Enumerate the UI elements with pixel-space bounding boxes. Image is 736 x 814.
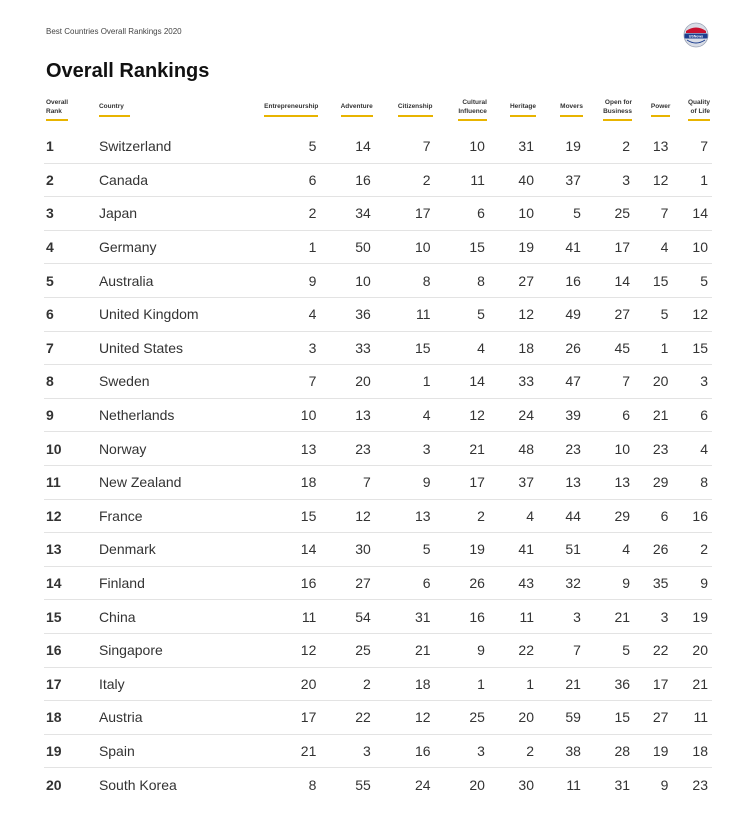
score-cell: 34 bbox=[320, 197, 374, 231]
column-header-label bbox=[99, 103, 130, 116]
score-cell: 14 bbox=[435, 365, 489, 399]
table-row[interactable] bbox=[44, 197, 712, 231]
score-cell: 4 bbox=[240, 297, 320, 331]
country-cell: Sweden bbox=[91, 365, 240, 399]
country-cell: Japan bbox=[91, 197, 240, 231]
score-cell: 16 bbox=[672, 499, 712, 533]
score-cell: 5 bbox=[672, 264, 712, 298]
score-cell: 44 bbox=[538, 499, 585, 533]
score-cell: 13 bbox=[375, 499, 435, 533]
score-cell: 11 bbox=[566, 776, 581, 793]
column-header[interactable] bbox=[585, 96, 634, 130]
country-cell: Austria bbox=[91, 701, 240, 735]
score-cell: 29 bbox=[634, 465, 672, 499]
score-cell: 16 bbox=[240, 566, 320, 600]
score-cell: 39 bbox=[538, 398, 585, 432]
column-header-text: Overall bbox=[46, 99, 69, 107]
table-row[interactable] bbox=[44, 230, 712, 264]
score-cell: 27 bbox=[585, 297, 634, 331]
rank-cell: 2 bbox=[44, 163, 91, 197]
score-cell: 27 bbox=[489, 264, 538, 298]
score-cell: 10 bbox=[489, 197, 538, 231]
score-cell: 18 bbox=[375, 667, 435, 701]
score-cell: 7 bbox=[538, 633, 585, 667]
score-cell: 54 bbox=[320, 600, 374, 634]
score-cell: 22 bbox=[489, 633, 538, 667]
score-cell: 2 bbox=[585, 130, 634, 163]
score-cell: 24 bbox=[414, 776, 431, 793]
column-header[interactable] bbox=[44, 96, 91, 130]
table-row[interactable] bbox=[44, 667, 712, 701]
score-cell: 43 bbox=[489, 566, 538, 600]
score-cell: 2 bbox=[375, 163, 435, 197]
score-cell: 15 bbox=[435, 230, 489, 264]
column-header-text: Business bbox=[603, 107, 633, 115]
score-cell: 33 bbox=[320, 331, 374, 365]
score-cell: 13 bbox=[538, 465, 585, 499]
score-cell: 7 bbox=[672, 130, 712, 163]
score-cell: 21 bbox=[672, 667, 712, 701]
score-cell: 1 bbox=[375, 365, 435, 399]
score-cell: 2 bbox=[672, 533, 712, 567]
page-title: Overall Rankings bbox=[46, 60, 210, 82]
score-cell: 19 bbox=[489, 230, 538, 264]
score-cell: 1 bbox=[634, 331, 672, 365]
score-cell: 11 bbox=[672, 701, 712, 735]
score-cell: 14 bbox=[672, 197, 712, 231]
score-cell: 28 bbox=[585, 734, 634, 768]
column-header[interactable] bbox=[375, 96, 435, 130]
column-header-text: Open for bbox=[604, 99, 633, 107]
score-cell: 3 bbox=[585, 163, 634, 197]
score-cell: 5 bbox=[240, 130, 320, 163]
table-row[interactable] bbox=[44, 331, 712, 365]
score-cell: 6 bbox=[435, 197, 489, 231]
rank-cell: 20 bbox=[46, 776, 62, 793]
score-cell: 2 bbox=[240, 197, 320, 231]
score-cell: 11 bbox=[489, 600, 538, 634]
score-cell: 12 bbox=[489, 297, 538, 331]
score-cell: 15 bbox=[240, 499, 320, 533]
table-row[interactable] bbox=[44, 130, 712, 163]
score-cell: 30 bbox=[518, 776, 534, 793]
score-cell: 11 bbox=[240, 600, 320, 634]
score-cell: 40 bbox=[489, 163, 538, 197]
country-cell: Italy bbox=[91, 667, 240, 701]
score-cell: 19 bbox=[634, 734, 672, 768]
score-cell: 6 bbox=[672, 398, 712, 432]
score-cell: 32 bbox=[538, 566, 585, 600]
score-cell: 15 bbox=[375, 331, 435, 365]
table-row[interactable] bbox=[44, 600, 712, 634]
score-cell: 31 bbox=[614, 776, 631, 793]
score-cell: 25 bbox=[320, 633, 374, 667]
score-cell: 3 bbox=[320, 734, 374, 768]
score-cell: 9 bbox=[375, 465, 435, 499]
score-cell: 48 bbox=[489, 432, 538, 466]
score-cell: 1 bbox=[240, 230, 320, 264]
column-header-text: Entrepreneurship bbox=[264, 103, 319, 111]
column-header-text: Citizenship bbox=[397, 103, 433, 111]
score-cell: 6 bbox=[585, 398, 634, 432]
rank-cell: 13 bbox=[44, 533, 91, 567]
column-header-text: Quality bbox=[687, 99, 710, 107]
score-cell: 6 bbox=[634, 499, 672, 533]
score-cell: 1 bbox=[489, 667, 538, 701]
score-cell: 25 bbox=[585, 197, 634, 231]
score-cell: 24 bbox=[489, 398, 538, 432]
score-cell: 3 bbox=[435, 734, 489, 768]
score-cell: 7 bbox=[585, 365, 634, 399]
score-cell: 20 bbox=[489, 701, 538, 735]
column-header[interactable] bbox=[435, 96, 489, 130]
country-cell: Denmark bbox=[91, 533, 240, 567]
score-cell: 12 bbox=[240, 633, 320, 667]
table-row[interactable] bbox=[44, 533, 712, 567]
score-cell: 16 bbox=[435, 600, 489, 634]
table-row[interactable] bbox=[44, 499, 712, 533]
score-cell: 26 bbox=[634, 533, 672, 567]
score-cell: 2 bbox=[320, 667, 374, 701]
rank-cell: 3 bbox=[44, 197, 91, 231]
score-cell: 8 bbox=[375, 264, 435, 298]
score-cell: 13 bbox=[634, 130, 672, 163]
country-cell: Canada bbox=[91, 163, 240, 197]
score-cell: 2 bbox=[435, 499, 489, 533]
score-cell: 51 bbox=[538, 533, 585, 567]
country-cell: Finland bbox=[91, 566, 240, 600]
rank-cell: 4 bbox=[44, 230, 91, 264]
column-header-label bbox=[651, 103, 671, 116]
score-cell: 8 bbox=[672, 465, 712, 499]
score-cell: 4 bbox=[634, 230, 672, 264]
score-cell: 18 bbox=[672, 734, 712, 768]
score-cell: 19 bbox=[538, 130, 585, 163]
score-cell: 36 bbox=[320, 297, 374, 331]
column-header-text: Cultural bbox=[462, 99, 487, 107]
score-cell: 7 bbox=[375, 130, 435, 163]
column-header-text: Country bbox=[98, 103, 124, 111]
column-header[interactable] bbox=[489, 96, 538, 130]
score-cell: 15 bbox=[672, 331, 712, 365]
score-cell: 27 bbox=[320, 566, 374, 600]
country-cell: Netherlands bbox=[91, 398, 240, 432]
score-cell: 59 bbox=[538, 701, 585, 735]
score-cell: 5 bbox=[375, 533, 435, 567]
score-cell: 31 bbox=[489, 130, 538, 163]
score-cell: 16 bbox=[375, 734, 435, 768]
score-cell: 20 bbox=[320, 365, 374, 399]
score-cell: 4 bbox=[672, 432, 712, 466]
score-cell: 26 bbox=[435, 566, 489, 600]
column-header-label bbox=[398, 103, 433, 116]
score-cell: 33 bbox=[489, 365, 538, 399]
score-cell: 20 bbox=[240, 667, 320, 701]
rank-cell: 14 bbox=[44, 566, 91, 600]
score-cell: 41 bbox=[538, 230, 585, 264]
rank-cell: 18 bbox=[44, 701, 91, 735]
score-cell: 21 bbox=[435, 432, 489, 466]
rankings-table bbox=[44, 96, 712, 801]
score-cell: 26 bbox=[538, 331, 585, 365]
score-cell: 9 bbox=[660, 776, 669, 793]
score-cell: 10 bbox=[375, 230, 435, 264]
column-header-text: Movers bbox=[560, 103, 583, 111]
score-cell: 50 bbox=[320, 230, 374, 264]
page-header: Best Countries Overall Rankings 2020 bbox=[46, 27, 182, 36]
score-cell: 9 bbox=[435, 633, 489, 667]
score-cell: 3 bbox=[538, 600, 585, 634]
score-cell: 13 bbox=[585, 465, 634, 499]
score-cell: 17 bbox=[240, 701, 320, 735]
score-cell: 21 bbox=[634, 398, 672, 432]
country-cell: Norway bbox=[91, 432, 240, 466]
score-cell: 8 bbox=[308, 776, 317, 793]
score-cell: 23 bbox=[692, 776, 708, 793]
score-cell: 17 bbox=[375, 197, 435, 231]
score-cell: 3 bbox=[672, 365, 712, 399]
score-cell: 4 bbox=[489, 499, 538, 533]
column-header-text: Adventure bbox=[340, 103, 373, 111]
score-cell: 31 bbox=[375, 600, 435, 634]
table-row[interactable] bbox=[44, 432, 712, 466]
score-cell: 30 bbox=[320, 533, 374, 567]
column-header-label bbox=[458, 99, 487, 121]
score-cell: 11 bbox=[375, 297, 435, 331]
table-row[interactable] bbox=[44, 163, 712, 197]
rank-cell: 19 bbox=[44, 734, 91, 768]
score-cell: 19 bbox=[435, 533, 489, 567]
rank-cell: 17 bbox=[44, 667, 91, 701]
country-cell: Australia bbox=[91, 264, 240, 298]
score-cell: 12 bbox=[634, 163, 672, 197]
score-cell: 17 bbox=[585, 230, 634, 264]
score-cell: 23 bbox=[634, 432, 672, 466]
score-cell: 21 bbox=[240, 734, 320, 768]
score-cell: 22 bbox=[634, 633, 672, 667]
column-header[interactable] bbox=[634, 96, 672, 130]
country-cell: United States bbox=[91, 331, 240, 365]
table-row[interactable] bbox=[44, 566, 712, 600]
table-row[interactable] bbox=[44, 465, 712, 499]
score-cell: 36 bbox=[585, 667, 634, 701]
rank-cell: 10 bbox=[44, 432, 91, 466]
column-header-label bbox=[264, 103, 318, 116]
column-header-label bbox=[341, 103, 373, 116]
score-cell: 12 bbox=[375, 701, 435, 735]
score-cell: 17 bbox=[435, 465, 489, 499]
column-header[interactable] bbox=[320, 96, 374, 130]
score-cell: 25 bbox=[435, 701, 489, 735]
score-cell: 29 bbox=[585, 499, 634, 533]
score-cell: 23 bbox=[538, 432, 585, 466]
score-cell: 21 bbox=[538, 667, 585, 701]
score-cell: 49 bbox=[538, 297, 585, 331]
score-cell: 6 bbox=[240, 163, 320, 197]
score-cell: 14 bbox=[320, 130, 374, 163]
rank-cell: 7 bbox=[44, 331, 91, 365]
score-cell: 6 bbox=[375, 566, 435, 600]
score-cell: 15 bbox=[634, 264, 672, 298]
score-cell: 4 bbox=[435, 331, 489, 365]
score-cell: 3 bbox=[634, 600, 672, 634]
score-cell: 22 bbox=[320, 701, 374, 735]
score-cell: 20 bbox=[634, 365, 672, 399]
score-cell: 23 bbox=[320, 432, 374, 466]
column-header[interactable] bbox=[538, 96, 585, 130]
rank-cell: 11 bbox=[44, 465, 91, 499]
score-cell: 19 bbox=[672, 600, 712, 634]
score-cell: 5 bbox=[634, 297, 672, 331]
score-cell: 10 bbox=[435, 130, 489, 163]
score-cell: 35 bbox=[634, 566, 672, 600]
score-cell: 4 bbox=[585, 533, 634, 567]
score-cell: 9 bbox=[240, 264, 320, 298]
score-cell: 18 bbox=[489, 331, 538, 365]
score-cell: 5 bbox=[435, 297, 489, 331]
table-row[interactable] bbox=[44, 768, 712, 801]
score-cell: 55 bbox=[355, 776, 371, 793]
column-header-text: Power bbox=[650, 103, 671, 111]
rank-cell: 5 bbox=[44, 264, 91, 298]
score-cell: 1 bbox=[435, 667, 489, 701]
column-header-text: of Life bbox=[690, 107, 710, 115]
score-cell: 4 bbox=[375, 398, 435, 432]
score-cell: 41 bbox=[489, 533, 538, 567]
score-cell: 45 bbox=[585, 331, 634, 365]
country-cell: South Korea bbox=[98, 776, 177, 793]
score-cell: 8 bbox=[435, 264, 489, 298]
score-cell: 13 bbox=[320, 398, 374, 432]
score-cell: 17 bbox=[634, 667, 672, 701]
score-cell: 7 bbox=[240, 365, 320, 399]
column-header-text: Influence bbox=[458, 107, 487, 115]
score-cell: 12 bbox=[320, 499, 374, 533]
score-cell: 3 bbox=[375, 432, 435, 466]
score-cell: 10 bbox=[585, 432, 634, 466]
table-row[interactable] bbox=[44, 633, 712, 667]
column-header[interactable] bbox=[240, 96, 320, 130]
score-cell: 7 bbox=[634, 197, 672, 231]
table-row[interactable] bbox=[44, 701, 712, 735]
country-cell: Singapore bbox=[91, 633, 240, 667]
score-cell: 18 bbox=[240, 465, 320, 499]
column-header-label bbox=[46, 99, 68, 121]
score-cell: 16 bbox=[538, 264, 585, 298]
table-row[interactable] bbox=[44, 365, 712, 399]
score-cell: 2 bbox=[489, 734, 538, 768]
country-cell: France bbox=[91, 499, 240, 533]
rank-cell: 8 bbox=[44, 365, 91, 399]
score-cell: 47 bbox=[538, 365, 585, 399]
score-cell: 21 bbox=[375, 633, 435, 667]
rank-cell: 6 bbox=[44, 297, 91, 331]
rank-cell: 1 bbox=[44, 130, 91, 163]
country-cell: Switzerland bbox=[91, 130, 240, 163]
country-cell: United Kingdom bbox=[91, 297, 240, 331]
score-cell: 27 bbox=[634, 701, 672, 735]
score-cell: 38 bbox=[538, 734, 585, 768]
score-cell: 21 bbox=[585, 600, 634, 634]
column-header-text: Rank bbox=[46, 107, 62, 115]
country-cell: Germany bbox=[91, 230, 240, 264]
column-header-label bbox=[688, 99, 710, 121]
score-cell: 37 bbox=[538, 163, 585, 197]
score-cell: 16 bbox=[320, 163, 374, 197]
score-cell: 7 bbox=[320, 465, 374, 499]
score-cell: 10 bbox=[240, 398, 320, 432]
score-cell: 14 bbox=[585, 264, 634, 298]
rank-cell: 12 bbox=[44, 499, 91, 533]
score-cell: 11 bbox=[435, 163, 489, 197]
column-header-label bbox=[510, 103, 536, 116]
score-cell: 12 bbox=[435, 398, 489, 432]
column-header[interactable] bbox=[91, 96, 240, 130]
table-row[interactable] bbox=[44, 264, 712, 298]
score-cell: 10 bbox=[672, 230, 712, 264]
score-cell: 13 bbox=[240, 432, 320, 466]
header-row bbox=[44, 96, 712, 130]
score-cell: 20 bbox=[672, 633, 712, 667]
score-cell: 9 bbox=[585, 566, 634, 600]
score-cell: 14 bbox=[240, 533, 320, 567]
score-cell: 1 bbox=[672, 163, 712, 197]
rank-cell: 15 bbox=[44, 600, 91, 634]
rank-cell: 16 bbox=[44, 633, 91, 667]
country-cell: China bbox=[91, 600, 240, 634]
score-cell: 20 bbox=[469, 776, 485, 793]
country-cell: Spain bbox=[91, 734, 240, 768]
usnews-logo bbox=[683, 22, 709, 48]
score-cell: 10 bbox=[320, 264, 374, 298]
score-cell: 9 bbox=[672, 566, 712, 600]
column-header-label bbox=[603, 99, 632, 121]
logo-text: USNews bbox=[688, 34, 704, 39]
score-cell: 3 bbox=[240, 331, 320, 365]
table-row[interactable] bbox=[44, 297, 712, 331]
score-cell: 5 bbox=[538, 197, 585, 231]
rank-cell: 9 bbox=[44, 398, 91, 432]
score-cell: 12 bbox=[672, 297, 712, 331]
score-cell: 5 bbox=[585, 633, 634, 667]
score-cell: 37 bbox=[489, 465, 538, 499]
table-row[interactable] bbox=[44, 398, 712, 432]
column-header[interactable] bbox=[672, 96, 712, 130]
table-row[interactable] bbox=[44, 734, 712, 768]
country-cell: New Zealand bbox=[91, 465, 240, 499]
score-cell: 15 bbox=[585, 701, 634, 735]
column-header-text: Heritage bbox=[509, 103, 536, 111]
column-header-label bbox=[560, 103, 583, 116]
